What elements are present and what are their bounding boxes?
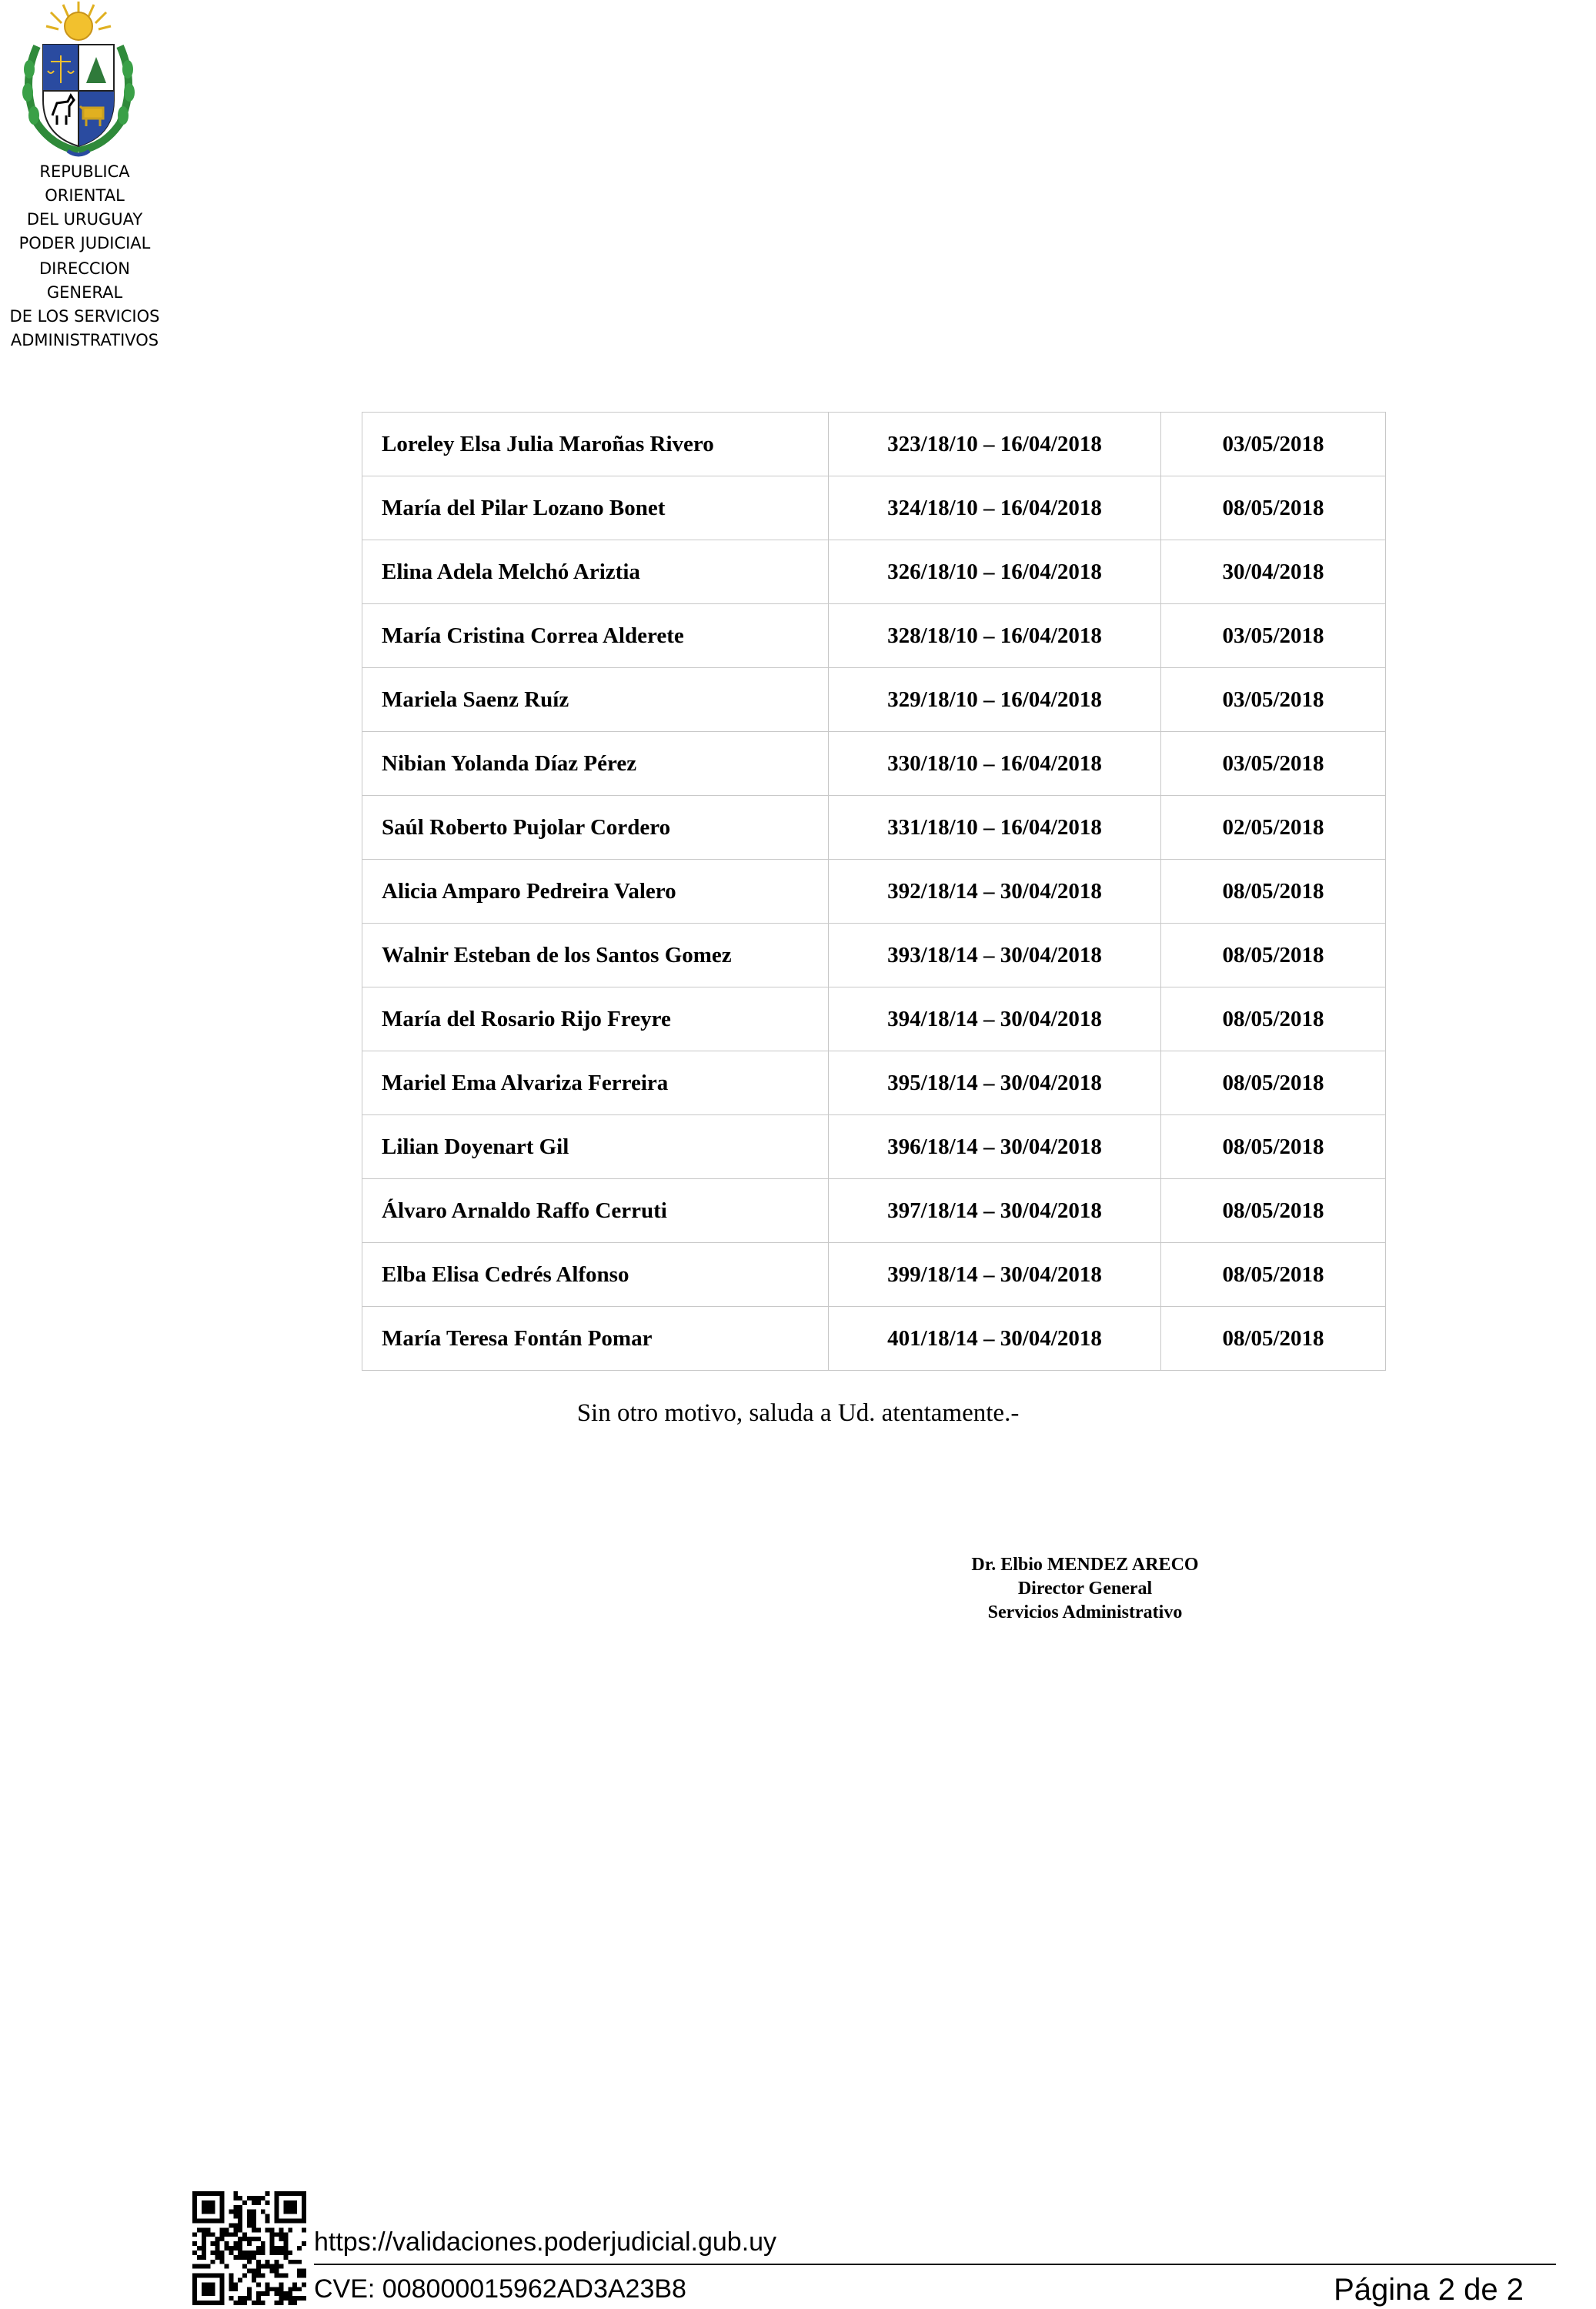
date-cell: 08/05/2018: [1161, 1051, 1386, 1115]
reference-cell: 330/18/10 – 16/04/2018: [829, 732, 1161, 796]
department-line: ADMINISTRATIVOS: [10, 331, 159, 349]
date-cell: 08/05/2018: [1161, 1243, 1386, 1307]
date-cell: 30/04/2018: [1161, 540, 1386, 604]
person-name-cell: María Cristina Correa Alderete: [362, 604, 829, 668]
department-line: DE LOS SERVICIOS: [9, 307, 160, 326]
reference-cell: 324/18/10 – 16/04/2018: [829, 476, 1161, 540]
table-row: [362, 540, 1386, 604]
table-row: [362, 1307, 1386, 1371]
reference-cell: 393/18/14 – 30/04/2018: [829, 924, 1161, 987]
reference-cell: 401/18/14 – 30/04/2018: [829, 1307, 1161, 1371]
date-cell: 08/05/2018: [1161, 476, 1386, 540]
person-name-cell: Mariel Ema Alvariza Ferreira: [362, 1051, 829, 1115]
table-row: [362, 1115, 1386, 1179]
institution-name: [0, 160, 169, 256]
person-name-cell: Elba Elisa Cedrés Alfonso: [362, 1243, 829, 1307]
person-name-cell: Saúl Roberto Pujolar Cordero: [362, 796, 829, 860]
person-name-cell: Alicia Amparo Pedreira Valero: [362, 860, 829, 924]
footer-divider: [314, 2264, 1556, 2265]
date-cell: 03/05/2018: [1161, 413, 1386, 476]
validation-url: https://validaciones.poderjudicial.gub.uy: [314, 2227, 777, 2257]
table-row: [362, 796, 1386, 860]
page-number: Página 2 de 2: [1334, 2273, 1524, 2307]
person-name-cell: Nibian Yolanda Díaz Pérez: [362, 732, 829, 796]
signatory-title: Director General: [1017, 1579, 1153, 1599]
person-name-cell: Walnir Esteban de los Santos Gomez: [362, 924, 829, 987]
date-cell: 08/05/2018: [1161, 1307, 1386, 1371]
table-row: [362, 732, 1386, 796]
date-cell: 03/05/2018: [1161, 668, 1386, 732]
institution-line: PODER JUDICIAL: [18, 234, 151, 252]
qr-code: [192, 2191, 306, 2305]
reference-cell: 329/18/10 – 16/04/2018: [829, 668, 1161, 732]
reference-cell: 323/18/10 – 16/04/2018: [829, 413, 1161, 476]
person-name-cell: María del Rosario Rijo Freyre: [362, 987, 829, 1051]
reference-cell: 399/18/14 – 30/04/2018: [829, 1243, 1161, 1307]
reference-cell: 331/18/10 – 16/04/2018: [829, 796, 1161, 860]
table-row: [362, 413, 1386, 476]
table-row: [362, 1051, 1386, 1115]
cve-code: CVE: 008000015962AD3A23B8: [314, 2274, 686, 2304]
table-row: [362, 1179, 1386, 1243]
table-row: [362, 860, 1386, 924]
date-cell: 08/05/2018: [1161, 924, 1386, 987]
date-cell: 08/05/2018: [1161, 1179, 1386, 1243]
department-name: [0, 257, 169, 353]
coat-of-arms-logo: [14, 0, 143, 160]
department-line: DIRECCION GENERAL: [39, 259, 130, 302]
date-cell: 02/05/2018: [1161, 796, 1386, 860]
table-row: [362, 924, 1386, 987]
reference-cell: 394/18/14 – 30/04/2018: [829, 987, 1161, 1051]
signature-block: [893, 1553, 1277, 1625]
signatory-office: Servicios Administrativo: [987, 1602, 1183, 1622]
date-cell: 03/05/2018: [1161, 604, 1386, 668]
person-name-cell: María Teresa Fontán Pomar: [362, 1307, 829, 1371]
table-row: [362, 1243, 1386, 1307]
person-name-cell: María del Pilar Lozano Bonet: [362, 476, 829, 540]
table-row: [362, 987, 1386, 1051]
reference-cell: 326/18/10 – 16/04/2018: [829, 540, 1161, 604]
personnel-table: [362, 412, 1386, 1371]
institution-line: REPUBLICA ORIENTAL: [39, 162, 130, 205]
reference-cell: 397/18/14 – 30/04/2018: [829, 1179, 1161, 1243]
person-name-cell: Álvaro Arnaldo Raffo Cerruti: [362, 1179, 829, 1243]
date-cell: 08/05/2018: [1161, 860, 1386, 924]
table-row: [362, 604, 1386, 668]
date-cell: 08/05/2018: [1161, 1115, 1386, 1179]
institution-line: DEL URUGUAY: [26, 210, 143, 229]
person-name-cell: Loreley Elsa Julia Maroñas Rivero: [362, 413, 829, 476]
table-row: [362, 476, 1386, 540]
personnel-table-body: [362, 413, 1386, 1371]
table-row: [362, 668, 1386, 732]
date-cell: 08/05/2018: [1161, 987, 1386, 1051]
person-name-cell: Lilian Doyenart Gil: [362, 1115, 829, 1179]
date-cell: 03/05/2018: [1161, 732, 1386, 796]
reference-cell: 395/18/14 – 30/04/2018: [829, 1051, 1161, 1115]
signatory-name: Dr. Elbio MENDEZ ARECO: [971, 1555, 1199, 1575]
reference-cell: 396/18/14 – 30/04/2018: [829, 1115, 1161, 1179]
person-name-cell: Elina Adela Melchó Ariztia: [362, 540, 829, 604]
reference-cell: 392/18/14 – 30/04/2018: [829, 860, 1161, 924]
reference-cell: 328/18/10 – 16/04/2018: [829, 604, 1161, 668]
person-name-cell: Mariela Saenz Ruíz: [362, 668, 829, 732]
closing-text: Sin otro motivo, saluda a Ud. atentamente.-: [576, 1399, 1020, 1427]
